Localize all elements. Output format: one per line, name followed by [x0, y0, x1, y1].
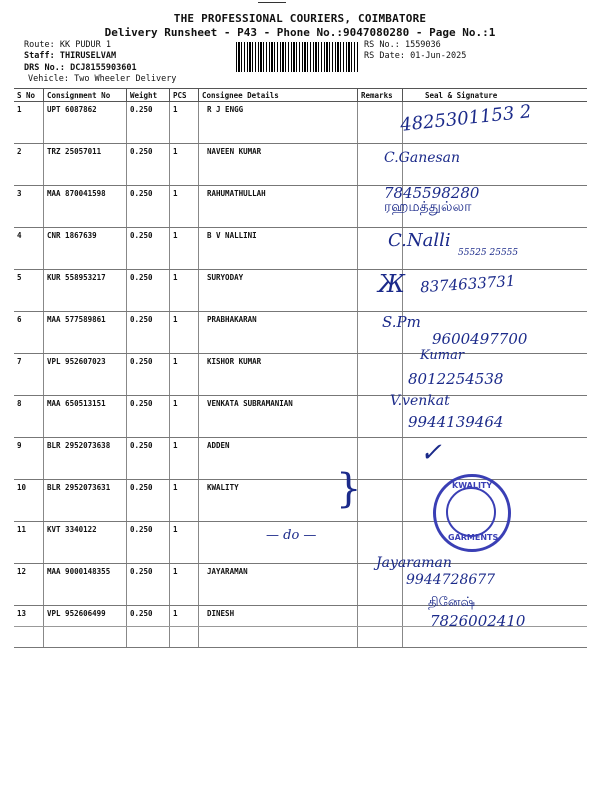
drs-label: DRS No.: [24, 63, 65, 73]
table-row [14, 186, 587, 228]
handwriting-row4-sig: C.Nalli [388, 230, 451, 251]
handwriting-row12-sig: Jayaraman [376, 555, 452, 571]
col-remarks: Remarks [358, 89, 403, 102]
row-weight: 0.250 [127, 606, 170, 648]
top-mark [258, 2, 286, 3]
row-consignment: KVT 3340122 [44, 522, 127, 564]
row-consignee: KISHOR KUMAR [199, 354, 358, 396]
row-consignment: MAA 577589861 [44, 312, 127, 354]
row-pcs: 1 [170, 144, 199, 186]
row-consignment: MAA 650513151 [44, 396, 127, 438]
row-weight: 0.250 [127, 270, 170, 312]
row-consignment: KUR 558953217 [44, 270, 127, 312]
row-sno: 11 [14, 522, 44, 564]
row-remarks [358, 102, 403, 144]
stamp-top-text: KWALITY [452, 481, 493, 490]
row-weight: 0.250 [127, 144, 170, 186]
row-pcs: 1 [170, 606, 199, 648]
route-value: KK PUDUR 1 [59, 40, 112, 50]
row-sno: 1 [14, 102, 44, 144]
handwriting-row3-phone: 7845598280 [384, 184, 480, 202]
handwriting-row12-phone: 9944728677 [406, 572, 496, 588]
drs-line [24, 63, 137, 73]
row-consignment: CNR 1867639 [44, 228, 127, 270]
rs-no-line [364, 40, 441, 50]
runsheet-subtitle: Delivery Runsheet - P43 - Phone No.:9047080280 - Page No.:1 [104, 26, 496, 39]
rs-no-value: 1559036 [404, 40, 441, 50]
company-title: THE PROFESSIONAL COURIERS, COIMBATORE [173, 12, 427, 25]
row-sno: 2 [14, 144, 44, 186]
col-weight: Weight [127, 89, 170, 102]
col-pcs: PCS [170, 89, 199, 102]
row-sno: 8 [14, 396, 44, 438]
row-remarks [358, 438, 403, 480]
row-consignment: VPL 952607023 [44, 354, 127, 396]
row-consignee: JAYARAMAN [199, 564, 358, 606]
row-sno: 13 [14, 606, 44, 648]
row-consignee: R J ENGG [199, 102, 358, 144]
row-consignment: UPT 6087862 [44, 102, 127, 144]
row-consignment: VPL 952606499 [44, 606, 127, 648]
row-weight: 0.250 [127, 396, 170, 438]
col-signature: Seal & Signature [403, 89, 588, 102]
table-row [14, 564, 587, 606]
handwriting-row1: 4825301153 2 [399, 101, 533, 136]
row-consignee: ADDEN [199, 438, 358, 480]
col-sno: S No [14, 89, 44, 102]
row-consignment: MAA 870041598 [44, 186, 127, 228]
stamp-bottom-text: GARMENTS [448, 533, 499, 542]
kwality-stamp [433, 474, 511, 552]
vehicle-label: Vehicle: [28, 74, 69, 84]
handwriting-ditto: — do — [266, 528, 317, 543]
handwriting-row13-sig: தினேஷ் [428, 595, 476, 610]
staff-line [24, 51, 116, 61]
row-weight: 0.250 [127, 354, 170, 396]
table-row [14, 438, 587, 480]
row-pcs: 1 [170, 312, 199, 354]
drs-value: DCJ8155903601 [70, 63, 137, 73]
table-header-row [14, 89, 587, 102]
handwriting-row6-phone: 9600497700 [432, 330, 528, 348]
route-label: Route: [24, 40, 55, 50]
rs-date-value: 01-Jun-2025 [410, 51, 467, 61]
handwriting-row2: C.Ganesan [384, 150, 461, 166]
row-pcs: 1 [170, 228, 199, 270]
handwriting-row5-mark: Ж [378, 270, 405, 298]
row-consignee: KWALITY [199, 480, 358, 522]
staff-label: Staff: [24, 51, 55, 61]
row-pcs: 1 [170, 480, 199, 522]
row-pcs: 1 [170, 396, 199, 438]
row-sno: 5 [14, 270, 44, 312]
row-weight: 0.250 [127, 186, 170, 228]
row-consignment: MAA 9000148355 [44, 564, 127, 606]
row-pcs: 1 [170, 102, 199, 144]
row-pcs: 1 [170, 270, 199, 312]
row-sno: 10 [14, 480, 44, 522]
handwriting-row13-phone: 7826002410 [430, 612, 526, 630]
route-line [24, 40, 111, 50]
handwriting-row7-phone: 8012254538 [408, 370, 504, 388]
row-remarks [358, 480, 403, 522]
row-sno: 6 [14, 312, 44, 354]
row-remarks [358, 354, 403, 396]
row-consignee: DINESH [199, 606, 358, 648]
row-consignee: NAVEEN KUMAR [199, 144, 358, 186]
row-consignee: RAHUMATHULLAH [199, 186, 358, 228]
rs-date-line [364, 51, 466, 61]
row-pcs: 1 [170, 354, 199, 396]
row-consignee: B V NALLINI [199, 228, 358, 270]
row-weight: 0.250 [127, 564, 170, 606]
row-pcs: 1 [170, 564, 199, 606]
handwriting-row8-sig: V.venkat [390, 393, 450, 409]
row-consignee: PRABHAKARAN [199, 312, 358, 354]
row-pcs: 1 [170, 522, 199, 564]
barcode [236, 42, 358, 72]
handwriting-row8-phone: 9944139464 [408, 413, 504, 431]
row-consignee: SURYODAY [199, 270, 358, 312]
row-weight: 0.250 [127, 312, 170, 354]
row-consignee: VENKATA SUBRAMANIAN [199, 396, 358, 438]
ditto-brace: } [336, 466, 362, 512]
row-weight: 0.250 [127, 522, 170, 564]
handwriting-row5: 8374633731 [419, 271, 516, 297]
row-weight: 0.250 [127, 102, 170, 144]
handwriting-row6-sig: S.Pm [382, 313, 421, 331]
vehicle-line [28, 74, 176, 84]
row-pcs: 1 [170, 438, 199, 480]
row-weight: 0.250 [127, 480, 170, 522]
row-sno: 12 [14, 564, 44, 606]
rs-no-label: RS No.: [364, 40, 400, 50]
col-consignee: Consignee Details [199, 89, 358, 102]
vehicle-value: Two Wheeler Delivery [74, 74, 177, 84]
staff-value: THIRUSELVAM [59, 51, 117, 61]
table-row [14, 144, 587, 186]
row-sno: 7 [14, 354, 44, 396]
handwriting-row3-name: ரஹமத்துல்லா [384, 199, 472, 215]
rs-date-label: RS Date: [364, 51, 405, 61]
runsheet-table [14, 88, 587, 648]
handwriting-row4-num: 55525 25555 [458, 248, 519, 258]
row-weight: 0.250 [127, 228, 170, 270]
row-sno: 9 [14, 438, 44, 480]
row-consignment: TRZ 25057011 [44, 144, 127, 186]
row-pcs: 1 [170, 186, 199, 228]
row-consignment: BLR 2952073638 [44, 438, 127, 480]
row-sno: 4 [14, 228, 44, 270]
row-weight: 0.250 [127, 438, 170, 480]
handwriting-row9-mark: ✓ [420, 438, 442, 468]
handwriting-row7-sig: Kumar [420, 348, 465, 363]
row-sno: 3 [14, 186, 44, 228]
col-consignment: Consignment No [44, 89, 127, 102]
row-consignment: BLR 2952073631 [44, 480, 127, 522]
